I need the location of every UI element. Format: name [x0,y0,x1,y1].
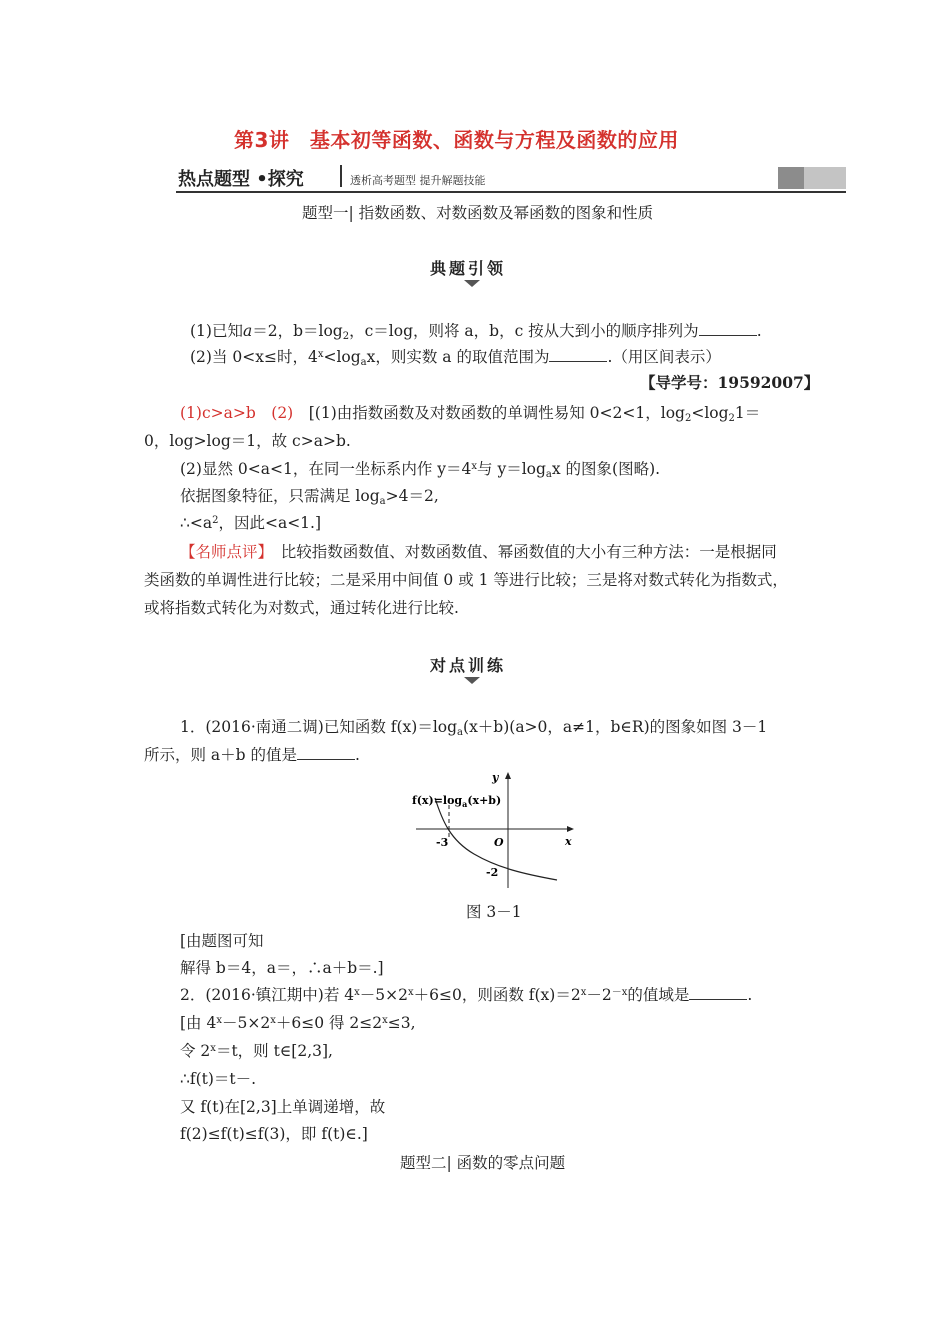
banner-block-dark [778,167,804,189]
tick-x: -3 [436,836,449,849]
comment-l1: 【名师点评】 比较指数函数值、对数函数值、幂函数值的大小有三种方法：一是根据同 [180,543,777,561]
type1-heading: 题型一| 指数函数、对数函数及幂函数的图象和性质 [302,204,654,222]
banner-rule [176,191,846,193]
section-banner [176,161,846,193]
figure-3-1 [404,770,579,895]
x-axis-label: x [565,835,572,848]
figure-caption: 图 3－1 [466,903,522,921]
ex-q2: (2)当 0<x≤时，$4^x<\log_ax$，则实数 a 的取值范围为 .（用区间表示） [190,348,721,368]
p1-sol-l2: 解得 b＝4，a＝，∴a＋b＝.] [180,959,384,977]
p1-l1: 1．(2016·南通二调)已知函数 $f(x)=\log_a(x+b)(a>0$，a≠1，b∈R)的图象如图 3－1 [180,718,768,738]
sec2-arrow-icon [464,677,480,684]
guide-code: 【导学号：19592007】 [640,373,820,392]
ex-answer-l3: (2)显然 0<a<1，在同一坐标系内作 $y=4^x$与 $y=\log_ax$ 的图象(图略). [180,460,661,480]
p2-sol-l2: 令 $2^x=t$，则 t∈[2,3], [180,1042,333,1060]
blank [699,321,757,336]
ex-answer-l1: (1)c>a>b (2) [(1)由指数函数及对数函数的单调性易知 0<2<1，$\log_2<\log_21=$ [180,404,761,424]
comment-l3: 或将指数式转化为对数式，通过转化进行比较. [144,599,459,617]
p2-sol-l1: [由 $4^x-5\times 2^x+6\le 0$ 得 $2\le 2^x\le 3$, [180,1014,416,1032]
ex-answer-l5: $\therefore<a^2$，因此<a<1.] [180,514,322,532]
comment-l2: 类函数的单调性进行比较；二是采用中间值 0 或 1 等进行比较；三是将对数式转化为指数式， [144,571,788,589]
banner-subtitle: 透析高考题型 提升解题技能 [350,174,486,187]
blank [689,985,747,1000]
x-axis-arrow-icon [567,826,574,832]
p2-sol-l4: 又 f(t)在[2,3]上单调递增，故 [180,1098,386,1116]
p1-sol-l1: [由题图可知 [180,932,264,950]
ex-answer-l2: 0，log>log＝1，故 c>a>b. [144,432,351,450]
p1-l2: 所示，则 a＋b 的值是 . [144,746,360,764]
banner-block-light [804,167,846,189]
y-axis-label: y [492,771,499,784]
tick-y: -2 [486,866,499,879]
sec1-heading: 典题引领 [430,259,507,278]
banner-divider [340,165,342,187]
p2-l1: 2．(2016·镇江期中)若 $4^x-5\times 2^x+6\le 0$，则函数 $f(x)=2^x-2^{-x}$的值域是 . [180,986,753,1004]
origin-label: O [494,836,504,849]
page-title: 第3讲 基本初等函数、函数与方程及函数的应用 [234,128,679,152]
sec2-heading: 对点训练 [430,656,507,675]
banner-title: 热点题型 •探究 [178,169,304,190]
graph-label: $f(x)=\log_a(x+b)$ [412,794,502,809]
blank [297,745,355,760]
p2-sol-l5: f(2)≤f(t)≤f(3)，即 f(t)∈.] [180,1125,368,1143]
ex-answer-l4: 依据图象特征，只需满足 $\log_a>4=2$, [180,487,439,507]
y-axis-arrow-icon [505,772,511,779]
p2-sol-l3: ∴f(t)＝t－. [180,1070,257,1088]
type2-heading: 题型二| 函数的零点问题 [400,1154,566,1172]
ex-q1: (1)已知a＝2，$b=\log_2$，c＝log，则将 a，b，c 按从大到小的顺序排列为 . [190,322,762,342]
blank [549,347,607,362]
sec1-arrow-icon [464,280,480,287]
comment-tag: 【名师点评】 [180,543,266,561]
